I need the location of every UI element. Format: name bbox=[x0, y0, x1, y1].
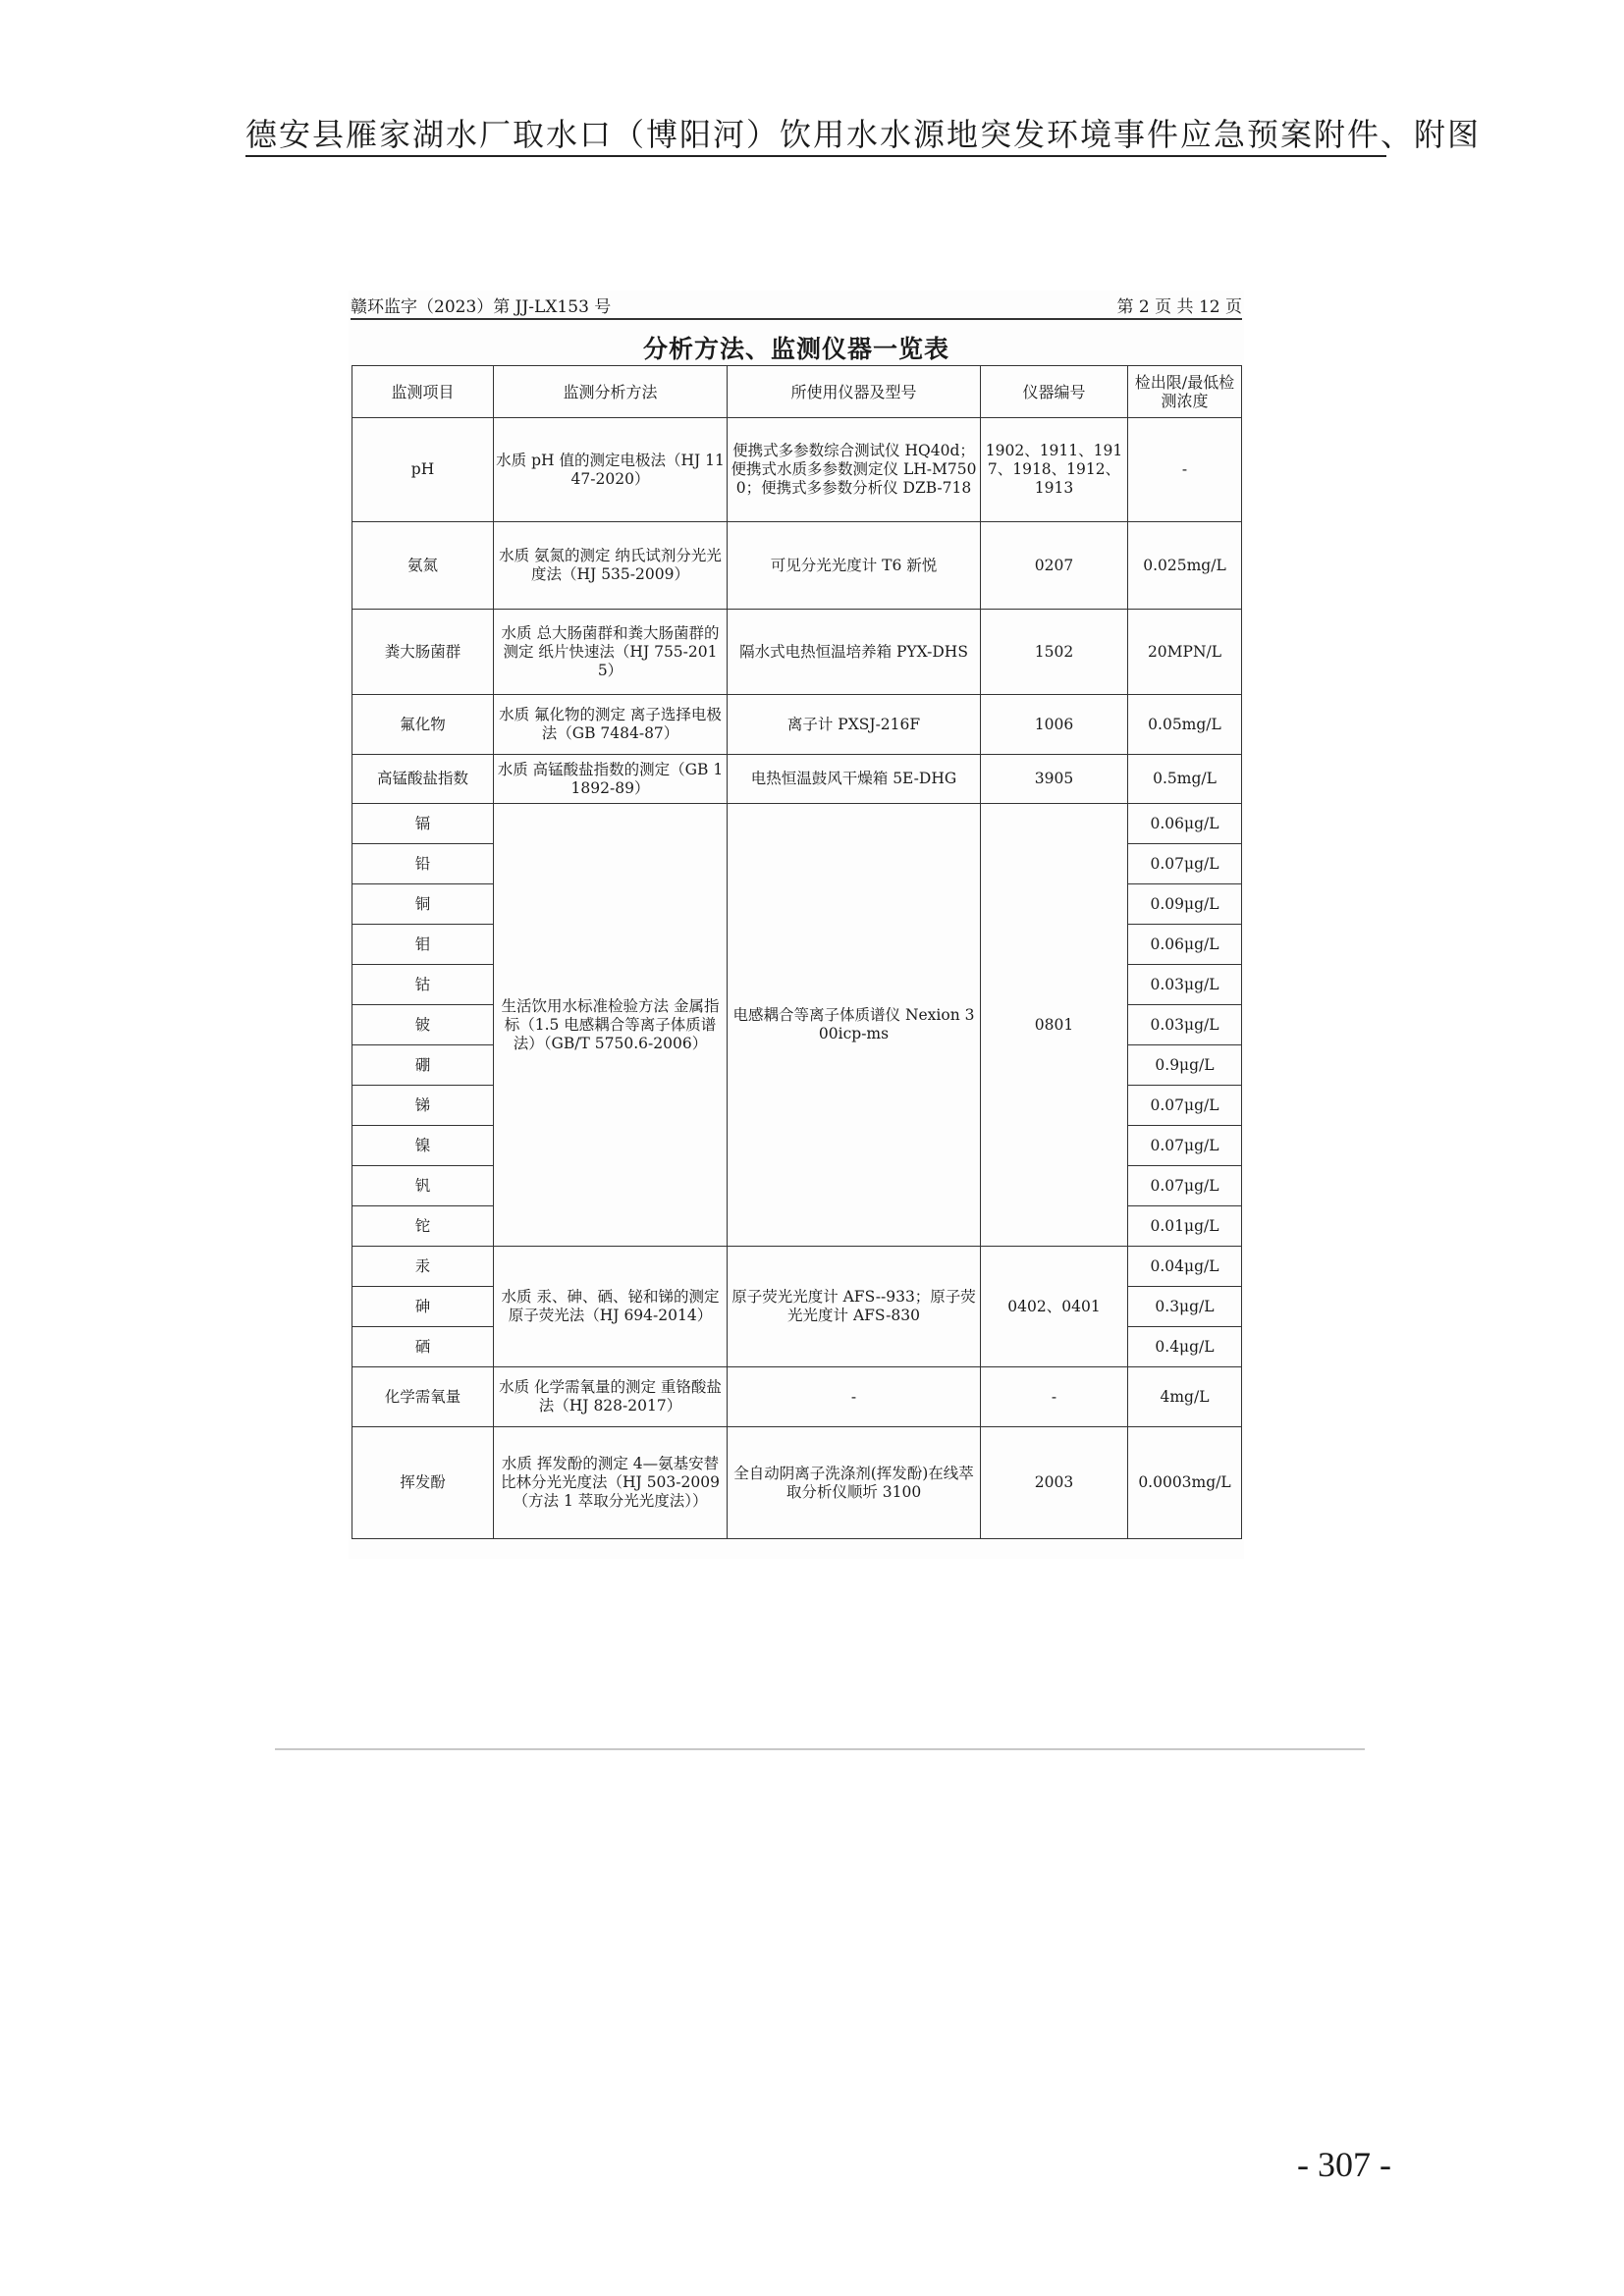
cell-limit: 0.06μg/L bbox=[1128, 925, 1242, 965]
cell-number: 1006 bbox=[981, 695, 1128, 755]
cell-limit: - bbox=[1128, 418, 1242, 522]
cell-number: 1502 bbox=[981, 610, 1128, 695]
cell-limit: 0.07μg/L bbox=[1128, 1166, 1242, 1206]
cell-item: 铅 bbox=[352, 844, 494, 884]
cell-item: 镍 bbox=[352, 1126, 494, 1166]
cell-method: 水质 挥发酚的测定 4—氨基安替比林分光光度法（HJ 503-2009（方法 1 萃取分光光度法）） bbox=[494, 1427, 728, 1539]
cell-limit: 0.07μg/L bbox=[1128, 1126, 1242, 1166]
cell-limit: 0.09μg/L bbox=[1128, 884, 1242, 925]
cell-item: 高锰酸盐指数 bbox=[352, 755, 494, 804]
cell-limit: 0.05mg/L bbox=[1128, 695, 1242, 755]
cell-instrument-merged: 电感耦合等离子体质谱仪 Nexion 300icp-ms bbox=[728, 804, 981, 1247]
cell-limit: 0.07μg/L bbox=[1128, 1086, 1242, 1126]
page-number: - 307 - bbox=[1297, 2145, 1391, 2184]
cell-item: 硒 bbox=[352, 1327, 494, 1367]
cell-item: 钼 bbox=[352, 925, 494, 965]
cell-item: 硼 bbox=[352, 1045, 494, 1086]
cell-number-merged: 0801 bbox=[981, 804, 1128, 1247]
table-row bbox=[352, 1247, 1242, 1287]
cell-limit: 0.07μg/L bbox=[1128, 844, 1242, 884]
header-divider bbox=[245, 155, 1386, 157]
cell-item: 钒 bbox=[352, 1166, 494, 1206]
cell-item: pH bbox=[352, 418, 494, 522]
cell-number-merged: 0402、0401 bbox=[981, 1247, 1128, 1367]
cell-item: 钴 bbox=[352, 965, 494, 1005]
table-row bbox=[352, 522, 1242, 610]
column-header-number: 仪器编号 bbox=[981, 366, 1128, 418]
footer-divider bbox=[275, 1748, 1365, 1750]
cell-method-merged: 生活饮用水标准检验方法 金属指标（1.5 电感耦合等离子体质谱法）（GB/T 5750.6-2006） bbox=[494, 804, 728, 1247]
column-header-instrument: 所使用仪器及型号 bbox=[728, 366, 981, 418]
cell-item: 铜 bbox=[352, 884, 494, 925]
cell-limit: 4mg/L bbox=[1128, 1367, 1242, 1427]
cell-item: 氟化物 bbox=[352, 695, 494, 755]
cell-number: 3905 bbox=[981, 755, 1128, 804]
cell-number: - bbox=[981, 1367, 1128, 1427]
cell-instrument: 离子计 PXSJ-216F bbox=[728, 695, 981, 755]
cell-limit: 0.9μg/L bbox=[1128, 1045, 1242, 1086]
cell-instrument: 可见分光光度计 T6 新悦 bbox=[728, 522, 981, 610]
cell-instrument: 隔水式电热恒温培养箱 PYX-DHS bbox=[728, 610, 981, 695]
cell-item: 氨氮 bbox=[352, 522, 494, 610]
cell-method: 水质 氟化物的测定 离子选择电极法（GB 7484-87） bbox=[494, 695, 728, 755]
cell-method: 水质 化学需氧量的测定 重铬酸盐法（HJ 828-2017） bbox=[494, 1367, 728, 1427]
cell-item: 锑 bbox=[352, 1086, 494, 1126]
cell-instrument-merged: 原子荧光光度计 AFS--933；原子荧光光度计 AFS-830 bbox=[728, 1247, 981, 1367]
table-row bbox=[352, 695, 1242, 755]
cell-item: 铊 bbox=[352, 1206, 494, 1247]
cell-limit: 20MPN/L bbox=[1128, 610, 1242, 695]
cell-method: 水质 氨氮的测定 纳氏试剂分光光度法（HJ 535-2009） bbox=[494, 522, 728, 610]
cell-limit: 0.04μg/L bbox=[1128, 1247, 1242, 1287]
column-header-item: 监测项目 bbox=[352, 366, 494, 418]
cell-number: 1902、1911、1917、1918、1912、1913 bbox=[981, 418, 1128, 522]
cell-item: 砷 bbox=[352, 1287, 494, 1327]
table-row bbox=[352, 1367, 1242, 1427]
cell-instrument: 全自动阴离子洗涤剂(挥发酚)在线萃取分析仪顺圻 3100 bbox=[728, 1427, 981, 1539]
cell-limit: 0.5mg/L bbox=[1128, 755, 1242, 804]
cell-item: 化学需氧量 bbox=[352, 1367, 494, 1427]
cell-limit: 0.01μg/L bbox=[1128, 1206, 1242, 1247]
document-header: 德安县雁家湖水厂取水口（博阳河）饮用水水源地突发环境事件应急预案附件、附图 bbox=[245, 116, 1482, 153]
cell-limit: 0.03μg/L bbox=[1128, 965, 1242, 1005]
cell-item: 挥发酚 bbox=[352, 1427, 494, 1539]
report-id: 赣环监字（2023）第 JJ-LX153 号 bbox=[351, 297, 612, 317]
cell-item: 铍 bbox=[352, 1005, 494, 1045]
cell-limit: 0.025mg/L bbox=[1128, 522, 1242, 610]
cell-item: 粪大肠菌群 bbox=[352, 610, 494, 695]
cell-limit: 0.0003mg/L bbox=[1128, 1427, 1242, 1539]
table-title: 分析方法、监测仪器一览表 bbox=[642, 335, 949, 363]
cell-number: 2003 bbox=[981, 1427, 1128, 1539]
cell-item: 镉 bbox=[352, 804, 494, 844]
cell-limit: 0.3μg/L bbox=[1128, 1287, 1242, 1327]
cell-limit: 0.03μg/L bbox=[1128, 1005, 1242, 1045]
table-header-row bbox=[352, 366, 1242, 418]
methods-table bbox=[352, 365, 1242, 1539]
cell-method: 水质 高锰酸盐指数的测定（GB 11892-89） bbox=[494, 755, 728, 804]
table-row bbox=[352, 418, 1242, 522]
table-row bbox=[352, 610, 1242, 695]
cell-instrument: 电热恒温鼓风干燥箱 5E-DHG bbox=[728, 755, 981, 804]
table-row bbox=[352, 755, 1242, 804]
table-row bbox=[352, 804, 1242, 844]
column-header-limit: 检出限/最低检测浓度 bbox=[1128, 366, 1242, 418]
cell-instrument: - bbox=[728, 1367, 981, 1427]
cell-method: 水质 总大肠菌群和粪大肠菌群的测定 纸片快速法（HJ 755-2015） bbox=[494, 610, 728, 695]
scanned-report bbox=[349, 291, 1244, 1559]
report-top-rule bbox=[351, 318, 1242, 320]
cell-limit: 0.06μg/L bbox=[1128, 804, 1242, 844]
column-header-method: 监测分析方法 bbox=[494, 366, 728, 418]
cell-method: 水质 pH 值的测定电极法（HJ 1147-2020） bbox=[494, 418, 728, 522]
cell-instrument: 便携式多参数综合测试仪 HQ40d；便携式水质多参数测定仪 LH-M7500；便携式多参数分析仪 DZB-718 bbox=[728, 418, 981, 522]
table-row bbox=[352, 1427, 1242, 1539]
cell-limit: 0.4μg/L bbox=[1128, 1327, 1242, 1367]
cell-item: 汞 bbox=[352, 1247, 494, 1287]
report-page-count: 第 2 页 共 12 页 bbox=[1116, 297, 1242, 317]
cell-method-merged: 水质 汞、砷、硒、铋和锑的测定 原子荧光法（HJ 694-2014） bbox=[494, 1247, 728, 1367]
cell-number: 0207 bbox=[981, 522, 1128, 610]
